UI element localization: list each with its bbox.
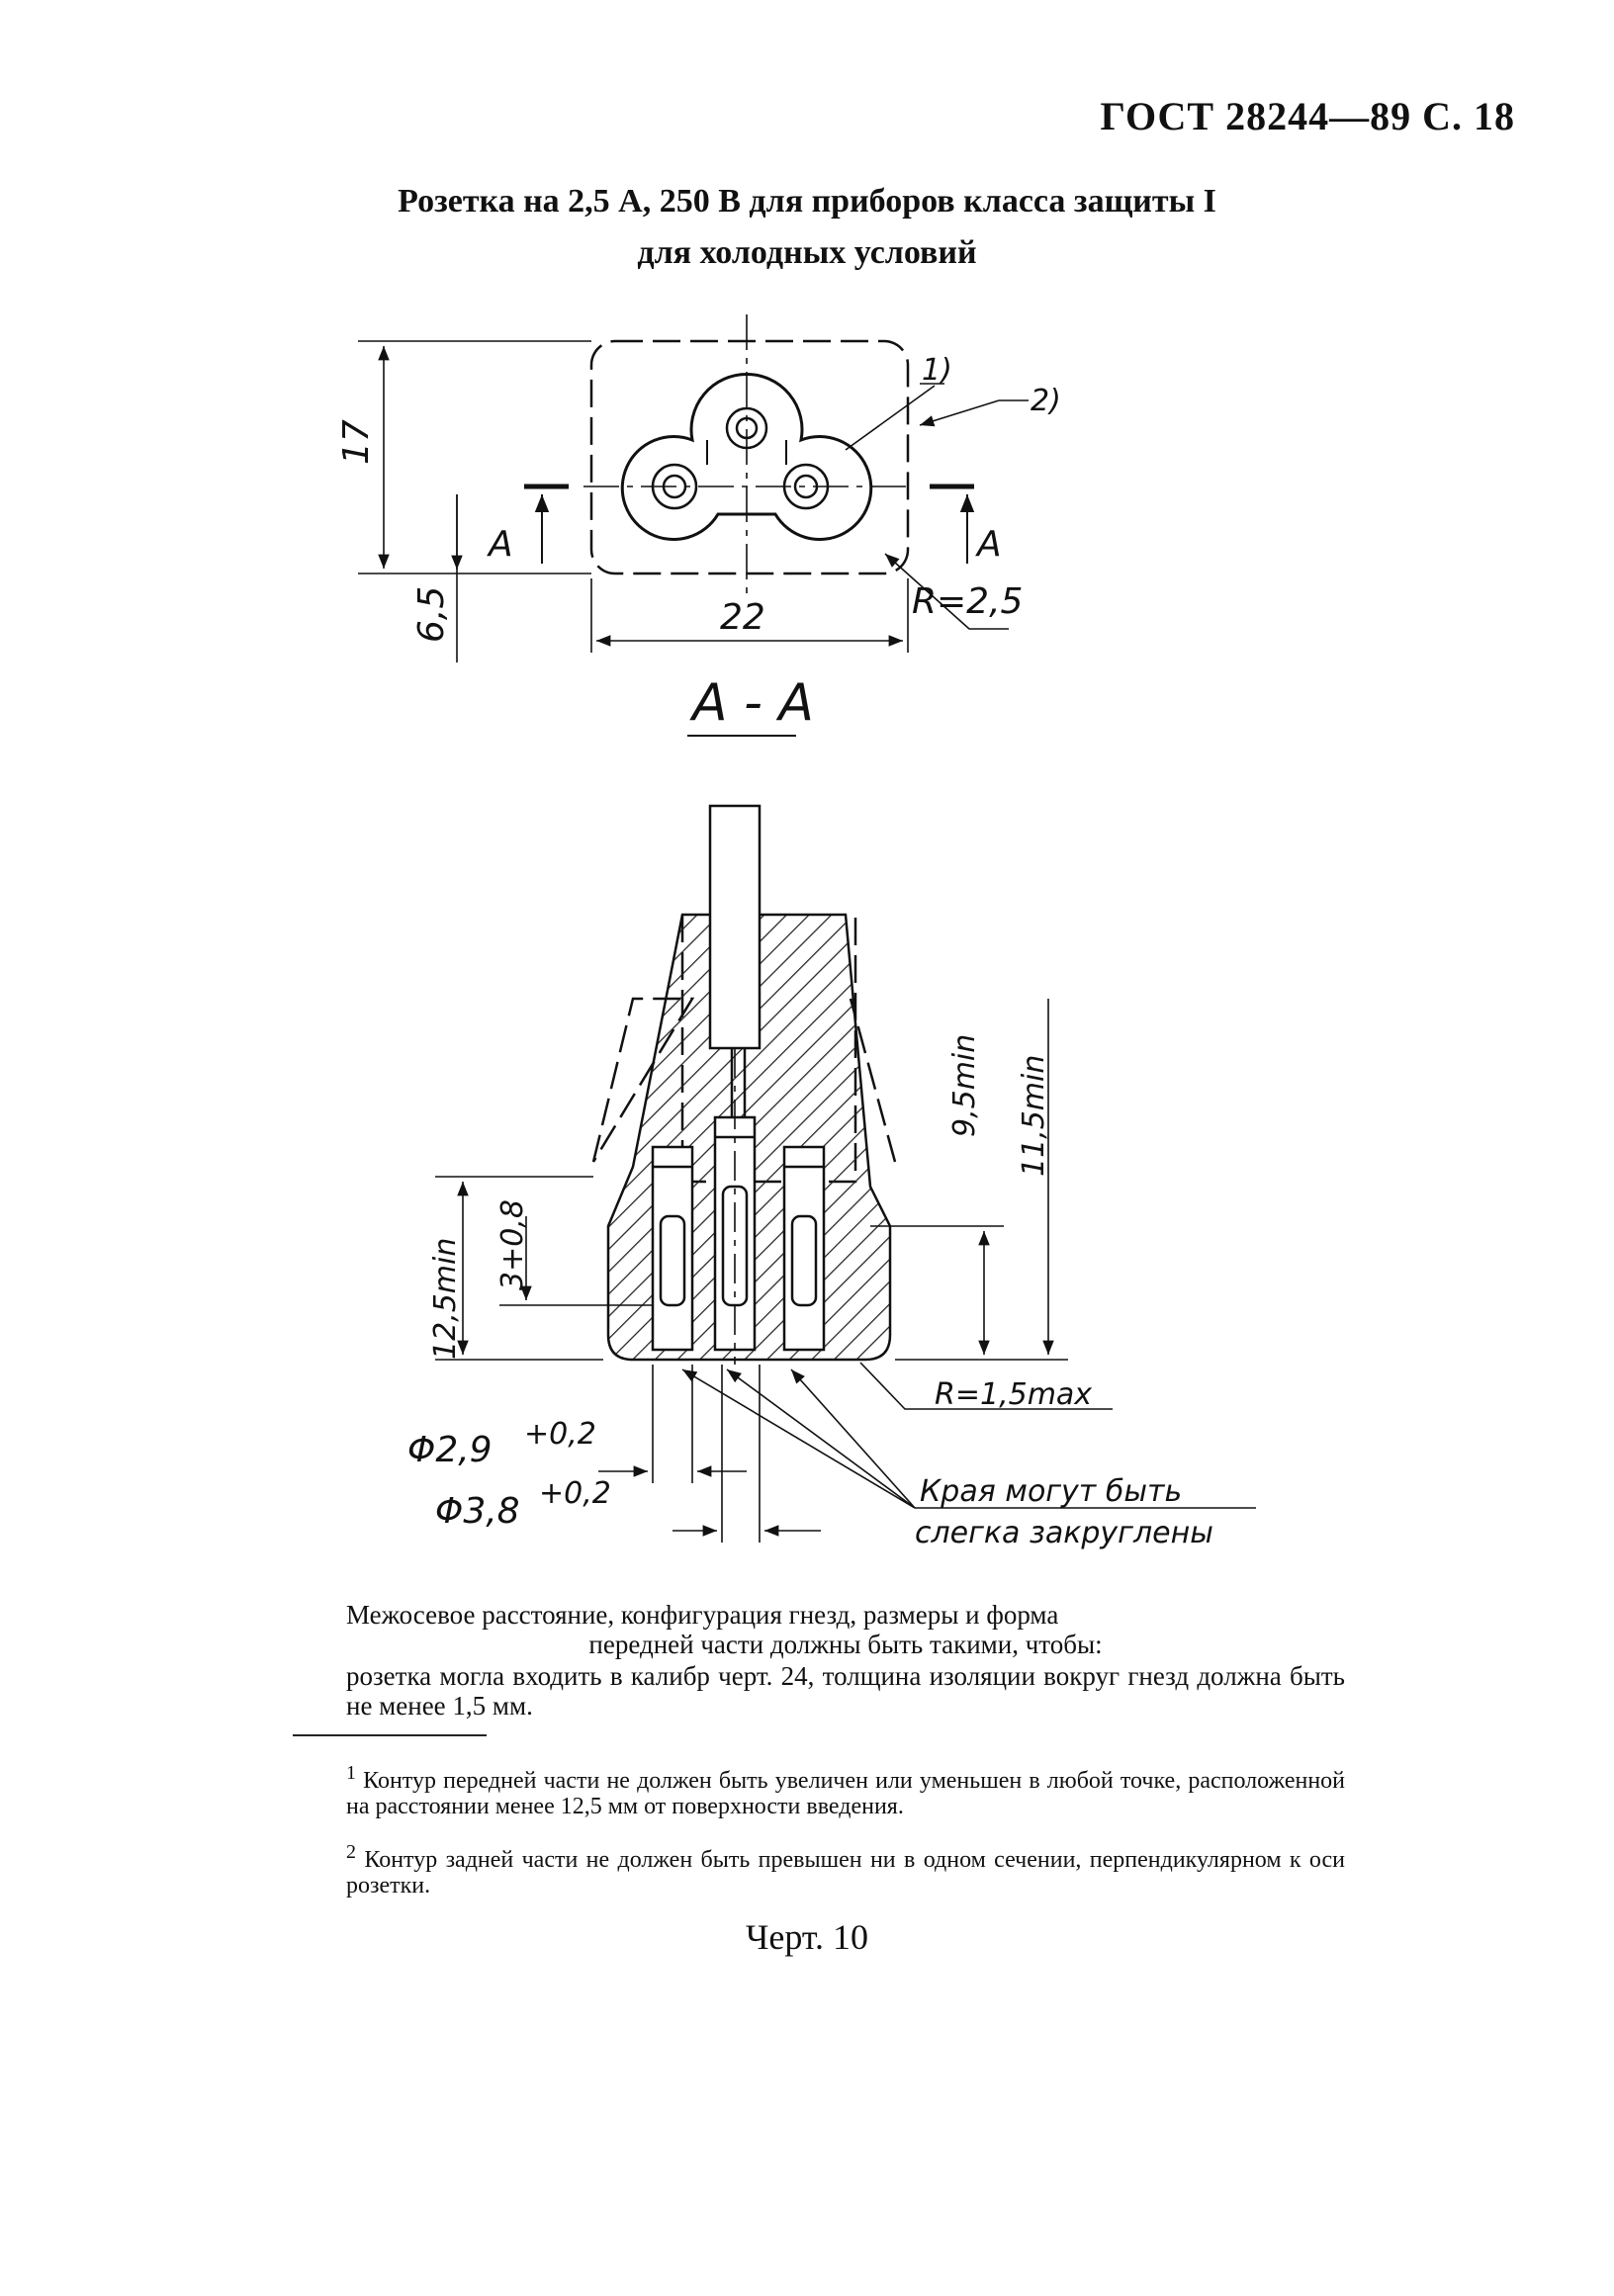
dim-height-label: 17 — [336, 419, 377, 465]
dim-3-label: 3+0,8 — [495, 1199, 530, 1290]
dim-11-5-label: 11,5min — [1017, 1054, 1051, 1177]
figure-caption: Черт. 10 — [746, 1917, 868, 1957]
footnote-1-text: Контур передней части не должен быть увеличен или уменьшен в любой точке, расположенной на расстоянии менее 12,5 мм от поверхности введения. — [346, 1768, 1346, 1819]
dim-width-label: 22 — [720, 597, 765, 638]
footnote-1-mark: 1 — [346, 1762, 356, 1784]
dia-3-8-tolerance: +0,2 — [539, 1476, 611, 1511]
footnote-2-text: Контур задней части не должен быть превышен ни в одном сечении, перпендикулярном к оси розетки. — [346, 1847, 1346, 1899]
section-title: A - A — [692, 673, 814, 733]
footnote-1 — [346, 1760, 1345, 1819]
dia-2-9-label: Φ2,9 — [407, 1430, 493, 1470]
page-title-line-1: Розетка на 2,5 А, 250 В для приборов класса защиты I — [398, 183, 1216, 220]
body-line-1: Межосевое расстояние, конфигурация гнезд, размеры и форма — [346, 1600, 1059, 1630]
dia-2-9-tolerance: +0,2 — [524, 1417, 596, 1452]
footnote-separator — [293, 1734, 487, 1736]
page-title-line-2: для холодных условий — [637, 234, 977, 271]
footnote-2-mark: 2 — [346, 1841, 356, 1863]
edge-note-line-1: Края могут быть — [920, 1474, 1183, 1509]
dim-9-5-label: 9,5min — [947, 1033, 982, 1137]
note-1-label: 1) — [922, 353, 952, 388]
footnote-2 — [346, 1839, 1345, 1899]
page-header: ГОСТ 28244—89 С. 18 — [1100, 94, 1515, 138]
note-2-label: 2) — [1031, 384, 1061, 418]
radius-1-5-label: R=1,5max — [935, 1377, 1093, 1412]
radius-label: R=2,5 — [912, 581, 1024, 622]
section-mark-left: A — [489, 524, 513, 565]
section-mark-right: A — [977, 524, 1002, 565]
dim-section-offset-label: 6,5 — [411, 585, 452, 643]
body-paragraph: розетка могла входить в калибр черт. 24, толщина изоляции вокруг гнезд должна быть не менее 1,5 мм. — [346, 1661, 1345, 1721]
body-line-2: передней части должны быть такими, чтобы: — [588, 1630, 1103, 1659]
edge-note-line-2: слегка закруглены — [915, 1516, 1213, 1550]
dia-3-8-label: Φ3,8 — [435, 1491, 520, 1532]
dim-12-5-label: 12,5min — [428, 1237, 463, 1360]
